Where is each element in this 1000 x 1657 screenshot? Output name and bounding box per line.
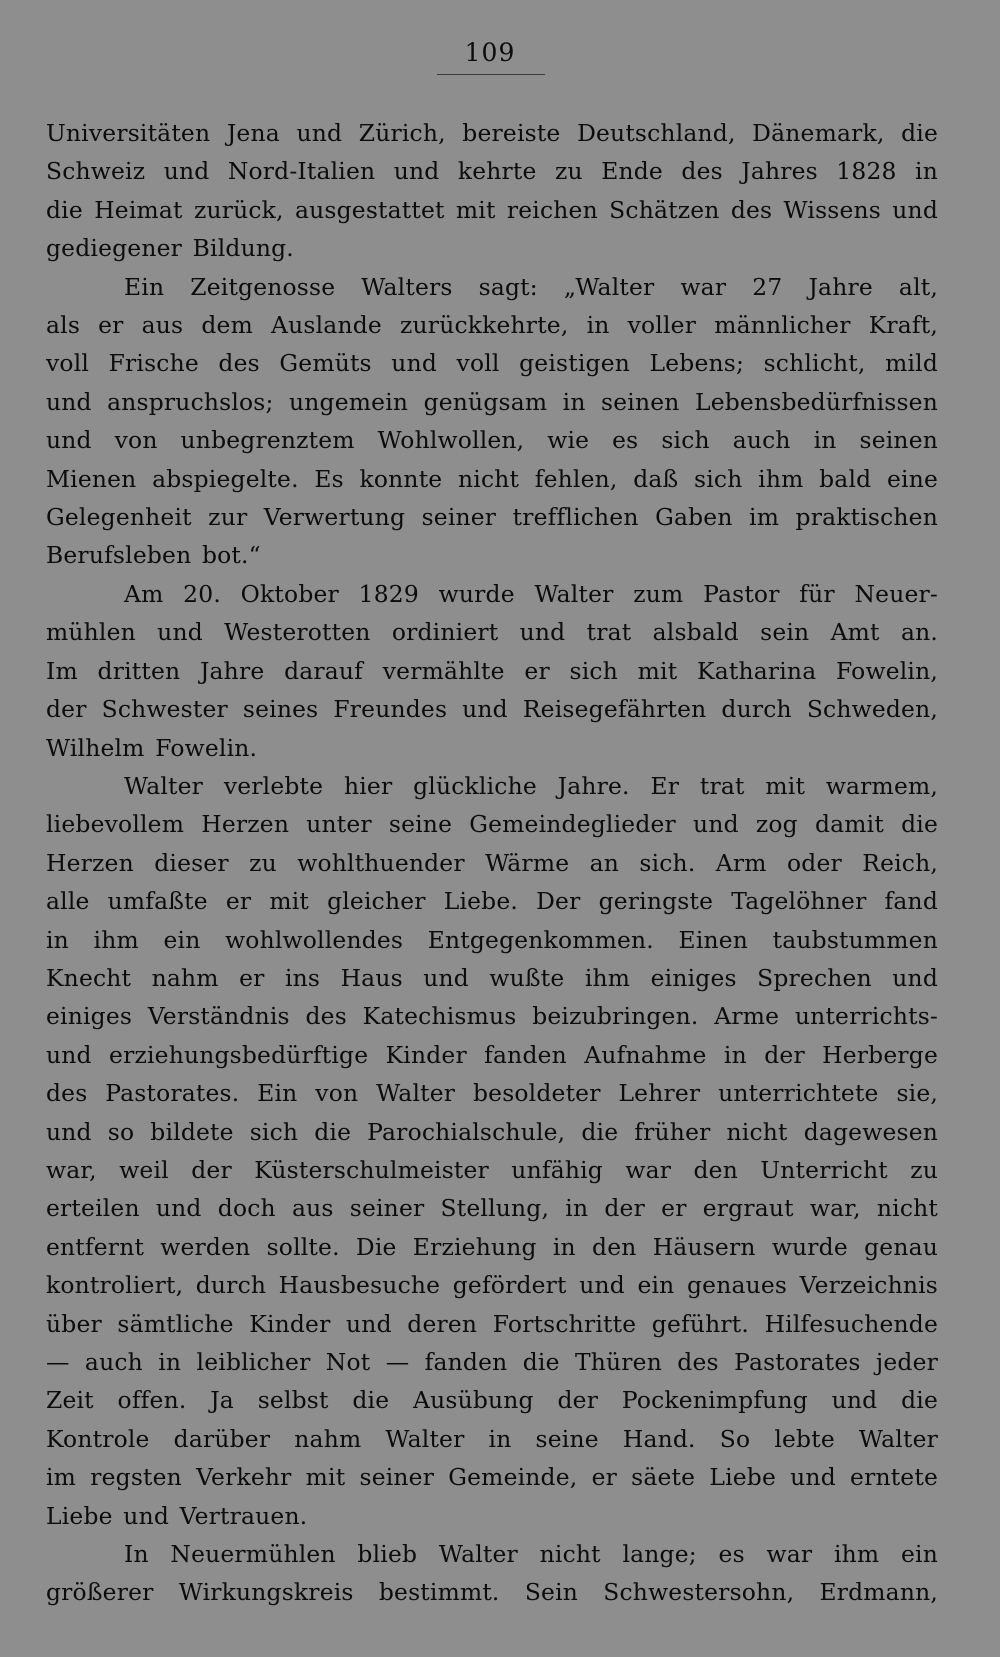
header-rule bbox=[437, 74, 545, 75]
body-text bbox=[46, 114, 938, 1612]
text-line: der Schwester seines Freundes und Reisegefährten durch Schweden, bbox=[46, 695, 938, 724]
text-line: erteilen und doch aus seiner Stellung, in der er ergraut war, nicht bbox=[46, 1194, 938, 1223]
text-line: liebevollem Herzen unter seine Gemeindeglieder und zog damit die bbox=[46, 810, 938, 839]
text-line: Schweiz und Nord-Italien und kehrte zu Ende des Jahres 1828 in bbox=[46, 157, 938, 186]
paragraph-2 bbox=[46, 268, 938, 575]
text-line: und anspruchslos; ungemein genügsam in seinen Lebensbedürfnissen bbox=[46, 387, 938, 416]
text-line: die Heimat zurück, ausgestattet mit reichen Schätzen des Wissens und bbox=[46, 195, 938, 224]
text-line: — auch in leiblicher Not — fanden die Thüren des Pastorates jeder bbox=[46, 1348, 938, 1376]
text-line: Liebe und Vertrauen. bbox=[46, 1501, 308, 1530]
text-line: Berufsleben bot.“ bbox=[46, 541, 261, 570]
text-line: Zeit offen. Ja selbst die Ausübung der Pockenimpfung und die bbox=[46, 1386, 938, 1415]
text-line: und erziehungsbedürftige Kinder fanden Aufnahme in der Herberge bbox=[46, 1040, 938, 1069]
text-line: alle umfaßte er mit gleicher Liebe. Der geringste Tagelöhner fand bbox=[46, 887, 938, 916]
text-line: Knecht nahm er ins Haus und wußte ihm einiges Sprechen und bbox=[46, 963, 938, 992]
text-line: kontroliert, durch Hausbesuche gefördert und ein genaues Verzeichnis bbox=[46, 1271, 938, 1300]
paragraph-4 bbox=[46, 767, 938, 1535]
text-line: In Neuermühlen blieb Walter nicht lange; es war ihm ein bbox=[124, 1540, 938, 1569]
text-line: größerer Wirkungskreis bestimmt. Sein Schwestersohn, Erdmann, bbox=[46, 1578, 938, 1607]
text-line: war, weil der Küsterschulmeister unfähig war den Unterricht zu bbox=[46, 1155, 938, 1184]
text-line: Ein Zeitgenosse Walters sagt: „Walter war 27 Jahre alt, bbox=[124, 272, 938, 301]
text-line: mühlen und Westerotten ordiniert und trat alsbald sein Amt an. bbox=[46, 618, 938, 647]
text-line: des Pastorates. Ein von Walter besoldeter Lehrer unterrichtete sie, bbox=[46, 1079, 938, 1108]
text-line: in ihm ein wohlwollendes Entgegenkommen. Einen taubstummen bbox=[46, 925, 938, 954]
text-line: Am 20. Oktober 1829 wurde Walter zum Pastor für Neuer- bbox=[124, 579, 938, 608]
paragraph-3 bbox=[46, 575, 938, 767]
text-line: und so bildete sich die Parochialschule, die früher nicht dagewesen bbox=[46, 1117, 938, 1146]
text-line: Im dritten Jahre darauf vermählte er sich mit Katharina Fowelin, bbox=[46, 656, 938, 685]
text-line: Herzen dieser zu wohlthuender Wärme an sich. Arm oder Reich, bbox=[46, 848, 938, 877]
text-line: Kontrole darüber nahm Walter in seine Hand. So lebte Walter bbox=[46, 1424, 938, 1453]
text-line: voll Frische des Gemüts und voll geistigen Lebens; schlicht, mild bbox=[46, 349, 938, 378]
text-line: und von unbegrenztem Wohlwollen, wie es sich auch in seinen bbox=[46, 426, 938, 455]
text-line: Universitäten Jena und Zürich, bereiste Deutschland, Dänemark, die bbox=[46, 119, 938, 147]
text-line: Walter verlebte hier glückliche Jahre. Er trat mit warmem, bbox=[124, 771, 938, 800]
text-line: gediegener Bildung. bbox=[46, 234, 294, 263]
text-line: Wilhelm Fowelin. bbox=[46, 733, 258, 762]
text-line: über sämtliche Kinder und deren Fortschritte geführt. Hilfesuchende bbox=[46, 1309, 938, 1338]
text-line: als er aus dem Auslande zurückkehrte, in voller männlicher Kraft, bbox=[46, 311, 938, 340]
text-line: entfernt werden sollte. Die Erziehung in den Häusern wurde genau bbox=[46, 1232, 938, 1261]
text-line: einiges Verständnis des Katechismus beizubringen. Arme unterrichts- bbox=[46, 1002, 938, 1031]
paragraph-1 bbox=[46, 114, 938, 268]
page-number: 109 bbox=[464, 38, 516, 67]
paragraph-5 bbox=[46, 1535, 938, 1612]
text-line: Mienen abspiegelte. Es konnte nicht fehlen, daß sich ihm bald eine bbox=[46, 464, 938, 493]
text-line: im regsten Verkehr mit seiner Gemeinde, er säete Liebe und erntete bbox=[46, 1463, 938, 1492]
text-line: Gelegenheit zur Verwertung seiner trefflichen Gaben im praktischen bbox=[46, 503, 938, 532]
